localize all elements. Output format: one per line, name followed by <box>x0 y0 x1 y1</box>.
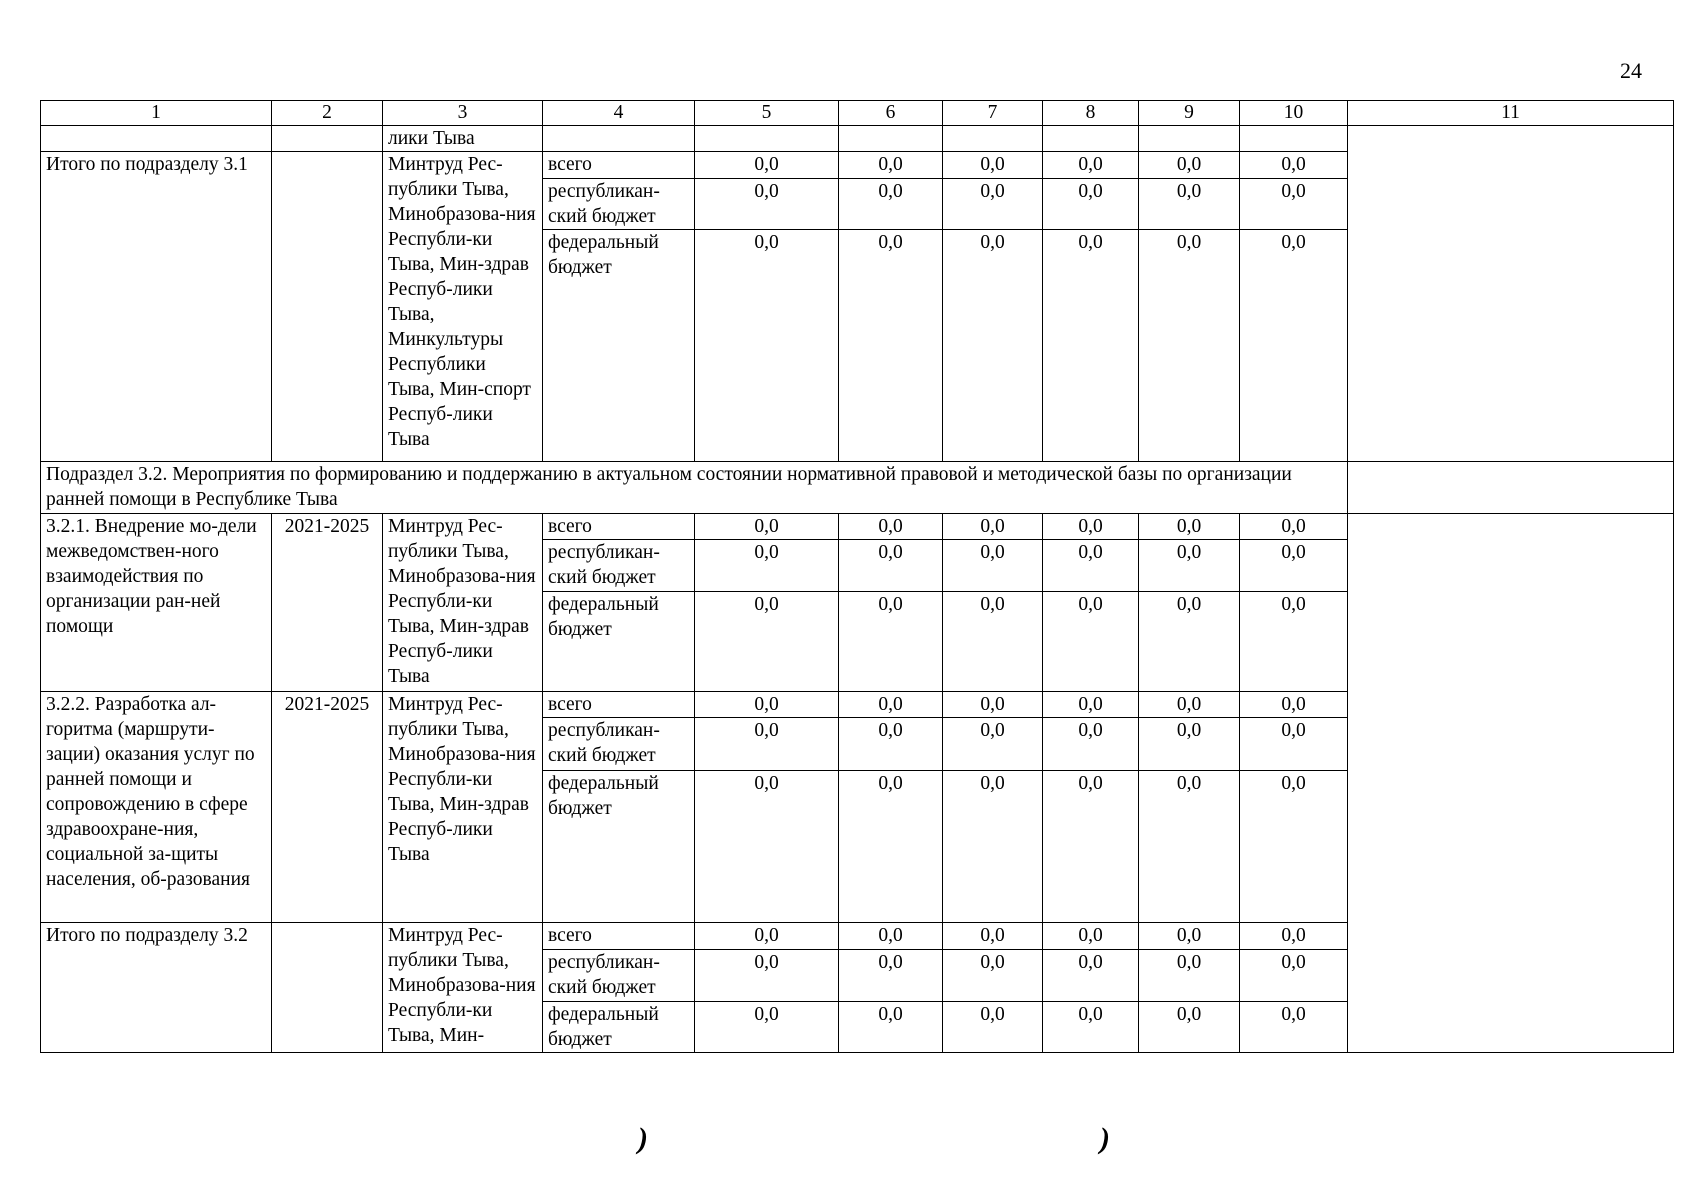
subsection-heading-row <box>41 462 1674 514</box>
empty-cell <box>41 126 272 152</box>
value-cell: 0,0 <box>1043 230 1139 462</box>
empty-cell <box>695 126 839 152</box>
funding-source-cell: всего <box>543 152 695 179</box>
value-cell: 0,0 <box>1139 179 1240 230</box>
period-cell: 2021-2025 <box>272 514 383 692</box>
empty-cell <box>1240 126 1348 152</box>
value-cell: 0,0 <box>1043 1002 1139 1053</box>
column-header: 3 <box>383 101 543 126</box>
funding-source-cell: федеральный бюджет <box>543 592 695 692</box>
value-cell: 0,0 <box>695 230 839 462</box>
value-cell: 0,0 <box>839 540 943 592</box>
value-cell: 0,0 <box>695 179 839 230</box>
column-header: 2 <box>272 101 383 126</box>
value-cell: 0,0 <box>1043 923 1139 950</box>
value-cell: 0,0 <box>839 950 943 1002</box>
value-cell: 0,0 <box>839 230 943 462</box>
value-cell: 0,0 <box>839 179 943 230</box>
activity-cell: Итого по подразделу 3.2 <box>41 923 272 1053</box>
funding-source-cell: республикан-ский бюджет <box>543 718 695 771</box>
activity-cell: 3.2.1. Внедрение мо-дели межведомствен-ного взаимодействия по организации ран-ней помощи <box>41 514 272 692</box>
funding-source-cell: республикан-ский бюджет <box>543 540 695 592</box>
header-row <box>41 101 1674 126</box>
column-header: 5 <box>695 101 839 126</box>
value-cell: 0,0 <box>1139 771 1240 923</box>
activity-cell: Итого по подразделу 3.1 <box>41 152 272 462</box>
funding-source-cell: республикан-ский бюджет <box>543 179 695 230</box>
responsible-cell: лики Тыва <box>383 126 543 152</box>
column-header: 10 <box>1240 101 1348 126</box>
page-number: 24 <box>1620 58 1642 83</box>
value-cell: 0,0 <box>1043 592 1139 692</box>
column-header: 11 <box>1348 101 1674 126</box>
value-cell: 0,0 <box>1240 514 1348 540</box>
value-cell: 0,0 <box>1240 923 1348 950</box>
value-cell: 0,0 <box>1139 540 1240 592</box>
value-cell: 0,0 <box>1043 540 1139 592</box>
value-cell: 0,0 <box>1139 230 1240 462</box>
value-cell: 0,0 <box>1043 692 1139 718</box>
funding-source-cell: всего <box>543 692 695 718</box>
value-cell: 0,0 <box>839 1002 943 1053</box>
value-cell: 0,0 <box>1043 950 1139 1002</box>
value-cell: 0,0 <box>943 950 1043 1002</box>
empty-cell <box>1139 126 1240 152</box>
value-cell: 0,0 <box>943 692 1043 718</box>
responsible-cell: Минтруд Рес-публики Тыва, Минобразова-ния Республи-ки Тыва, Мин-здрав Респуб-лики Тыва <box>383 692 543 923</box>
value-cell: 0,0 <box>1240 230 1348 462</box>
footer-mark: ) <box>638 1122 648 1155</box>
responsible-cell: Минтруд Рес-публики Тыва, Минобразова-ния Республи-ки Тыва, Мин-здрав Респуб-лики Тыва, Минкультуры Республики Тыва, Мин-спорт Респуб-лики Тыва <box>383 152 543 462</box>
activity-cell: 3.2.2. Разработка ал-горитма (маршрути-зации) оказания услуг по ранней помощи и сопровождению в сфере здравоохране-ния, социальной за-щиты населения, об-разования <box>41 692 272 923</box>
funding-source-cell: всего <box>543 923 695 950</box>
empty-cell <box>1043 126 1139 152</box>
value-cell: 0,0 <box>695 692 839 718</box>
notes-cell <box>1348 126 1674 462</box>
column-header: 1 <box>41 101 272 126</box>
column-header: 7 <box>943 101 1043 126</box>
value-cell: 0,0 <box>1240 540 1348 592</box>
value-cell: 0,0 <box>1139 152 1240 179</box>
value-cell: 0,0 <box>1240 592 1348 692</box>
column-header: 8 <box>1043 101 1139 126</box>
value-cell: 0,0 <box>1240 692 1348 718</box>
value-cell: 0,0 <box>943 592 1043 692</box>
value-cell: 0,0 <box>1043 771 1139 923</box>
value-cell: 0,0 <box>839 152 943 179</box>
period-cell: 2021-2025 <box>272 692 383 923</box>
value-cell: 0,0 <box>839 592 943 692</box>
value-cell: 0,0 <box>839 718 943 771</box>
empty-cell <box>839 126 943 152</box>
footer-mark: ) <box>1100 1122 1110 1155</box>
funding-source-cell: федеральный бюджет <box>543 1002 695 1053</box>
responsible-cell: Минтруд Рес-публики Тыва, Минобразова-ния Республи-ки Тыва, Мин-здрав Респуб-лики Тыва <box>383 514 543 692</box>
table-row <box>41 514 1674 540</box>
value-cell: 0,0 <box>943 179 1043 230</box>
period-cell <box>272 152 383 462</box>
empty-cell <box>943 126 1043 152</box>
value-cell: 0,0 <box>943 718 1043 771</box>
value-cell: 0,0 <box>1043 514 1139 540</box>
value-cell: 0,0 <box>695 1002 839 1053</box>
value-cell: 0,0 <box>695 771 839 923</box>
empty-cell <box>272 126 383 152</box>
value-cell: 0,0 <box>695 923 839 950</box>
value-cell: 0,0 <box>1240 179 1348 230</box>
value-cell: 0,0 <box>1139 950 1240 1002</box>
value-cell: 0,0 <box>943 540 1043 592</box>
value-cell: 0,0 <box>839 692 943 718</box>
subsection-heading: Подраздел 3.2. Мероприятия по формированию и поддержанию в актуальном состоянии нормативной правовой и методической базы по организации ранней помощи в Республике Тыва <box>41 462 1348 514</box>
value-cell: 0,0 <box>943 514 1043 540</box>
value-cell: 0,0 <box>1240 950 1348 1002</box>
notes-cell <box>1348 514 1674 1053</box>
value-cell: 0,0 <box>1240 152 1348 179</box>
value-cell: 0,0 <box>1240 718 1348 771</box>
value-cell: 0,0 <box>1139 1002 1240 1053</box>
period-cell <box>272 923 383 1053</box>
value-cell: 0,0 <box>839 514 943 540</box>
budget-table <box>40 100 1674 1053</box>
value-cell: 0,0 <box>695 950 839 1002</box>
value-cell: 0,0 <box>695 514 839 540</box>
value-cell: 0,0 <box>1139 514 1240 540</box>
value-cell: 0,0 <box>1043 152 1139 179</box>
funding-source-cell: федеральный бюджет <box>543 771 695 923</box>
value-cell: 0,0 <box>1139 692 1240 718</box>
empty-cell <box>543 126 695 152</box>
table-row <box>41 126 1674 152</box>
column-header: 4 <box>543 101 695 126</box>
value-cell: 0,0 <box>1139 718 1240 771</box>
column-header: 6 <box>839 101 943 126</box>
value-cell: 0,0 <box>695 718 839 771</box>
value-cell: 0,0 <box>1043 718 1139 771</box>
value-cell: 0,0 <box>695 540 839 592</box>
value-cell: 0,0 <box>1139 592 1240 692</box>
value-cell: 0,0 <box>943 230 1043 462</box>
value-cell: 0,0 <box>943 771 1043 923</box>
value-cell: 0,0 <box>839 771 943 923</box>
value-cell: 0,0 <box>695 152 839 179</box>
funding-source-cell: республикан-ский бюджет <box>543 950 695 1002</box>
responsible-cell: Минтруд Рес-публики Тыва, Минобразова-ния Республи-ки Тыва, Мин- <box>383 923 543 1053</box>
funding-source-cell: всего <box>543 514 695 540</box>
value-cell: 0,0 <box>1240 771 1348 923</box>
value-cell: 0,0 <box>943 1002 1043 1053</box>
value-cell: 0,0 <box>1139 923 1240 950</box>
notes-cell <box>1348 462 1674 514</box>
funding-source-cell: федеральный бюджет <box>543 230 695 462</box>
value-cell: 0,0 <box>839 923 943 950</box>
column-header: 9 <box>1139 101 1240 126</box>
value-cell: 0,0 <box>695 592 839 692</box>
value-cell: 0,0 <box>943 923 1043 950</box>
value-cell: 0,0 <box>1043 179 1139 230</box>
value-cell: 0,0 <box>1240 1002 1348 1053</box>
value-cell: 0,0 <box>943 152 1043 179</box>
